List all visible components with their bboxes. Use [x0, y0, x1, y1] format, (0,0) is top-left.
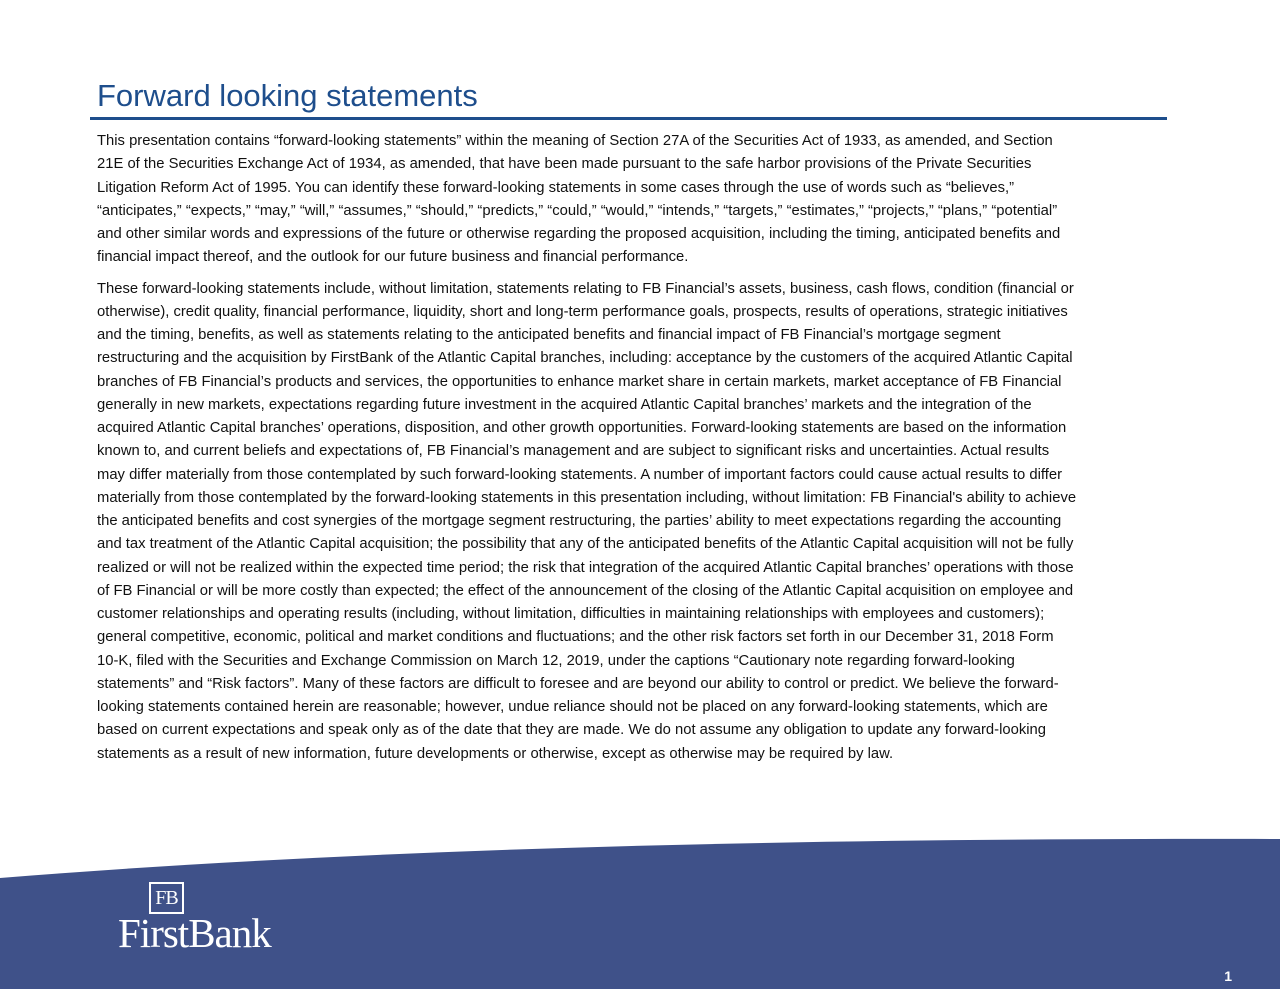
body-text	[97, 130, 1177, 774]
text-line: and other similar words and expressions of the future or otherwise regarding the proposed acquisition, including the timing, anticipated benefits and	[97, 226, 1061, 242]
text-line: These forward-looking statements include, without limitation, statements relating to FB Financial’s assets, business, cash flows, condition (financial or	[97, 280, 1074, 297]
text-line: financial impact thereof, and the outlook for our future business and financial performance.	[97, 249, 689, 266]
text-line: and the timing, benefits, as well as statements relating to the anticipated benefits and financial impact of FB Financial’s mortgage segment	[97, 327, 1001, 343]
text-line: Litigation Reform Act of 1995. You can identify these forward-looking statements in some cases through the use of words such as “believes,”	[97, 179, 1015, 196]
text-line: This presentation contains “forward-looking statements” within the meaning of Section 27A of the Securities Act of 1933, as amended, and Section	[97, 133, 1053, 149]
text-line: otherwise), credit quality, financial performance, liquidity, short and long-term performance goals, prospects, results of operations, strategic initiatives	[97, 303, 1068, 320]
text-line: known to, and current beliefs and expectations of, FB Financial’s management and are subject to significant risks and uncertainties. Actual results	[97, 443, 1050, 460]
text-line: “anticipates,” “expects,” “may,” “will,” “assumes,” “should,” “predicts,” “could,” “would,” “intends,” “targets,” “estimates,” “projects,” “plans,” “potential”	[97, 202, 1058, 219]
text-line: statements” and “Risk factors”. Many of these factors are difficult to foresee and are beyond our ability to control or predict. We believe the forward-	[97, 675, 1059, 692]
text-line: statements as a result of new information, future developments or otherwise, except as otherwise may be required by law.	[97, 745, 894, 762]
title-divider	[90, 117, 1167, 120]
text-line: 10-K, filed with the Securities and Exchange Commission on March 12, 2019, under the captions “Cautionary note regarding forward-looking	[97, 652, 1015, 669]
text-line: based on current expectations and speak only as of the date that they are made. We do not assume any obligation to update any forward-looking	[97, 722, 1046, 739]
text-line: branches of FB Financial’s products and services, the opportunities to enhance market share in certain markets, market acceptance of FB Financial	[97, 373, 1062, 390]
text-line: may differ materially from those contemplated by such forward-looking statements. A number of important factors could cause actual results to differ	[97, 466, 1062, 483]
text-line: acquired Atlantic Capital branches’ operations, disposition, and other growth opportunities. Forward-looking statements are based on the information	[97, 420, 1067, 436]
paragraph-2	[97, 278, 1177, 766]
text-line: of FB Financial or will be more costly than expected; the effect of the announcement of the closing of the Atlantic Capital acquisition on employee and	[97, 582, 1074, 599]
page-number: 1	[1224, 968, 1232, 984]
paragraph-1	[97, 130, 1177, 270]
firstbank-logo	[118, 882, 318, 956]
text-line: general competitive, economic, political and market conditions and fluctuations; and the other risk factors set forth in our December 31, 2018 Form	[97, 629, 1054, 646]
text-line: the anticipated benefits and cost synergies of the mortgage segment restructuring, the parties’ ability to meet expectations regarding the accounting	[97, 513, 1062, 529]
text-line: and tax treatment of the Atlantic Capital acquisition; the possibility that any of the anticipated benefits of the Atlantic Capital acquisition will not be fully	[97, 536, 1074, 553]
text-line: looking statements contained herein are reasonable; however, undue reliance should not be placed on any forward-looking statements, which are	[97, 699, 1048, 715]
logo-wordmark: FirstBank	[118, 910, 271, 956]
text-line: realized or will not be realized within the expected time period; the risk that integration of the acquired Atlantic Capital branches’ operations with those	[97, 559, 1074, 576]
text-line: customer relationships and operating results (including, without limitation, difficulties in maintaining relationships with employees and customers);	[97, 606, 1045, 622]
slide-title: Forward looking statements	[97, 78, 478, 113]
logo-monogram: FB	[149, 882, 184, 914]
text-line: generally in new markets, expectations regarding future investment in the acquired Atlantic Capital branches’ markets and the integration of the	[97, 396, 1032, 413]
text-line: restructuring and the acquisition by FirstBank of the Atlantic Capital branches, including: acceptance by the customers of the acquired Atlantic Capital	[97, 350, 1073, 367]
text-line: materially from those contemplated by the forward-looking statements in this presentation including, without limitation: FB Financial's ability to achieve	[97, 489, 1077, 506]
text-line: 21E of the Securities Exchange Act of 1934, as amended, that have been made pursuant to the safe harbor provisions of the Private Securities	[97, 156, 1032, 173]
